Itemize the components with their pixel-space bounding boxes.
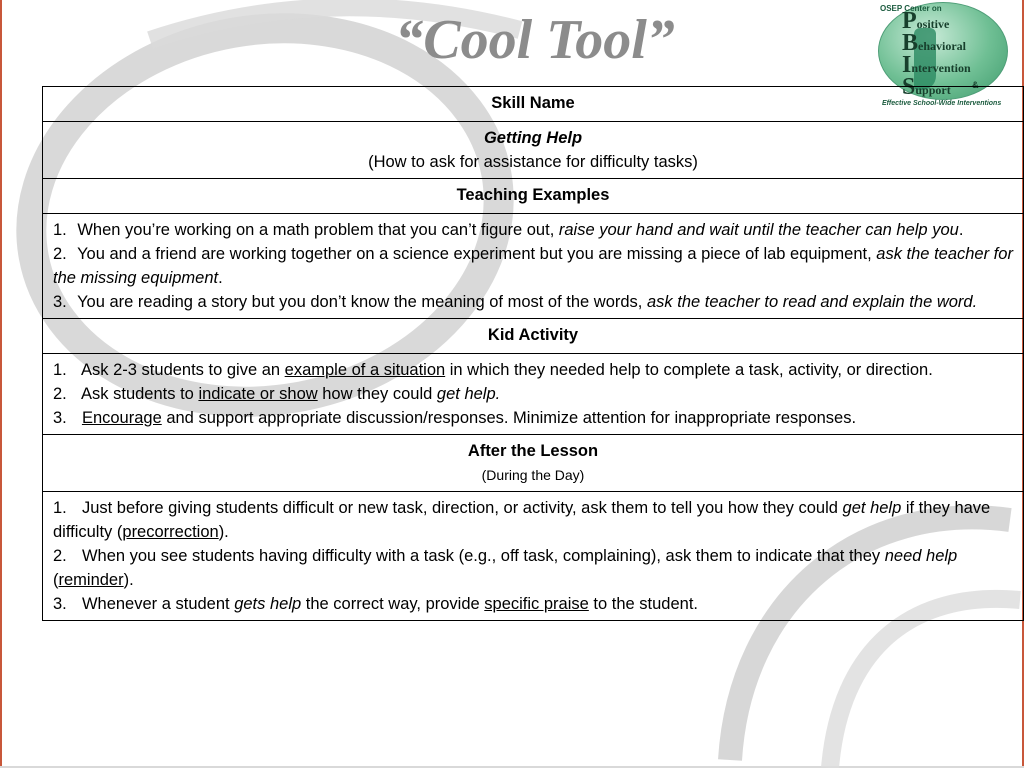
table-row [43, 492, 1024, 621]
skill-name-header: Skill Name [43, 87, 1024, 122]
after-lesson-header [43, 435, 1024, 492]
list-item: 3. Whenever a student gets help the correct way, provide specific praise to the student. [53, 595, 698, 613]
teaching-examples-cell [43, 214, 1024, 319]
table-row [43, 179, 1024, 214]
logo-center-text: OSEP Center on [880, 4, 942, 13]
list-item: 1. Just before giving students difficult or new task, direction, or activity, ask them to tell you how they could get help if they have difficulty (precorrection). [53, 499, 991, 541]
table-row [43, 87, 1024, 122]
list-item: 2. You and a friend are working together on a science experiment but you are missing a piece of lab equipment, ask the teacher for the missing equipment. [53, 245, 1013, 287]
list-item: 2. Ask students to indicate or show how they could get help. [53, 385, 501, 403]
after-lesson-subtitle: (During the Day) [481, 467, 585, 483]
skill-subtitle: (How to ask for assistance for difficulty tasks) [368, 153, 698, 171]
skill-name-cell [43, 122, 1024, 179]
after-lesson-title: After the Lesson [467, 442, 599, 460]
table-row [43, 214, 1024, 319]
list-item: 3. You are reading a story but you don’t know the meaning of most of the words, ask the teacher to read and explain the word. [53, 293, 978, 311]
skill-title: Getting Help [483, 129, 583, 147]
table-row [43, 319, 1024, 354]
logo-word-behavioral: Behavioral [902, 30, 967, 56]
teaching-examples-header: Teaching Examples [43, 179, 1024, 214]
swirl-bottom-right-inner [830, 599, 1020, 768]
list-item: 1. Ask 2-3 students to give an example of a situation in which they needed help to complete a task, activity, or direction. [53, 361, 933, 379]
table-row [43, 354, 1024, 435]
kid-activity-cell [43, 354, 1024, 435]
page-title: “Cool Tool” [395, 9, 675, 71]
logo-word-intervention: Intervention [902, 52, 971, 78]
logo-tagline: Effective School-Wide Interventions [882, 100, 1002, 107]
logo-word-positive: Positive [902, 8, 950, 34]
cool-tool-table [42, 86, 1024, 621]
table-row [43, 435, 1024, 492]
list-item: 2. When you see students having difficulty with a task (e.g., off task, complaining), ask them to indicate that they need help (reminder). [53, 547, 958, 589]
list-item: 1. When you’re working on a math problem that you can’t figure out, raise your hand and wait until the teacher can help you. [53, 221, 964, 239]
list-item: 3. Encourage and support appropriate discussion/responses. Minimize attention for inappropriate responses. [53, 409, 857, 427]
logo-ampersand: & [972, 80, 979, 90]
logo-word-support: Support [902, 74, 951, 100]
kid-activity-header: Kid Activity [43, 319, 1024, 354]
after-lesson-cell [43, 492, 1024, 621]
table-row [43, 122, 1024, 179]
